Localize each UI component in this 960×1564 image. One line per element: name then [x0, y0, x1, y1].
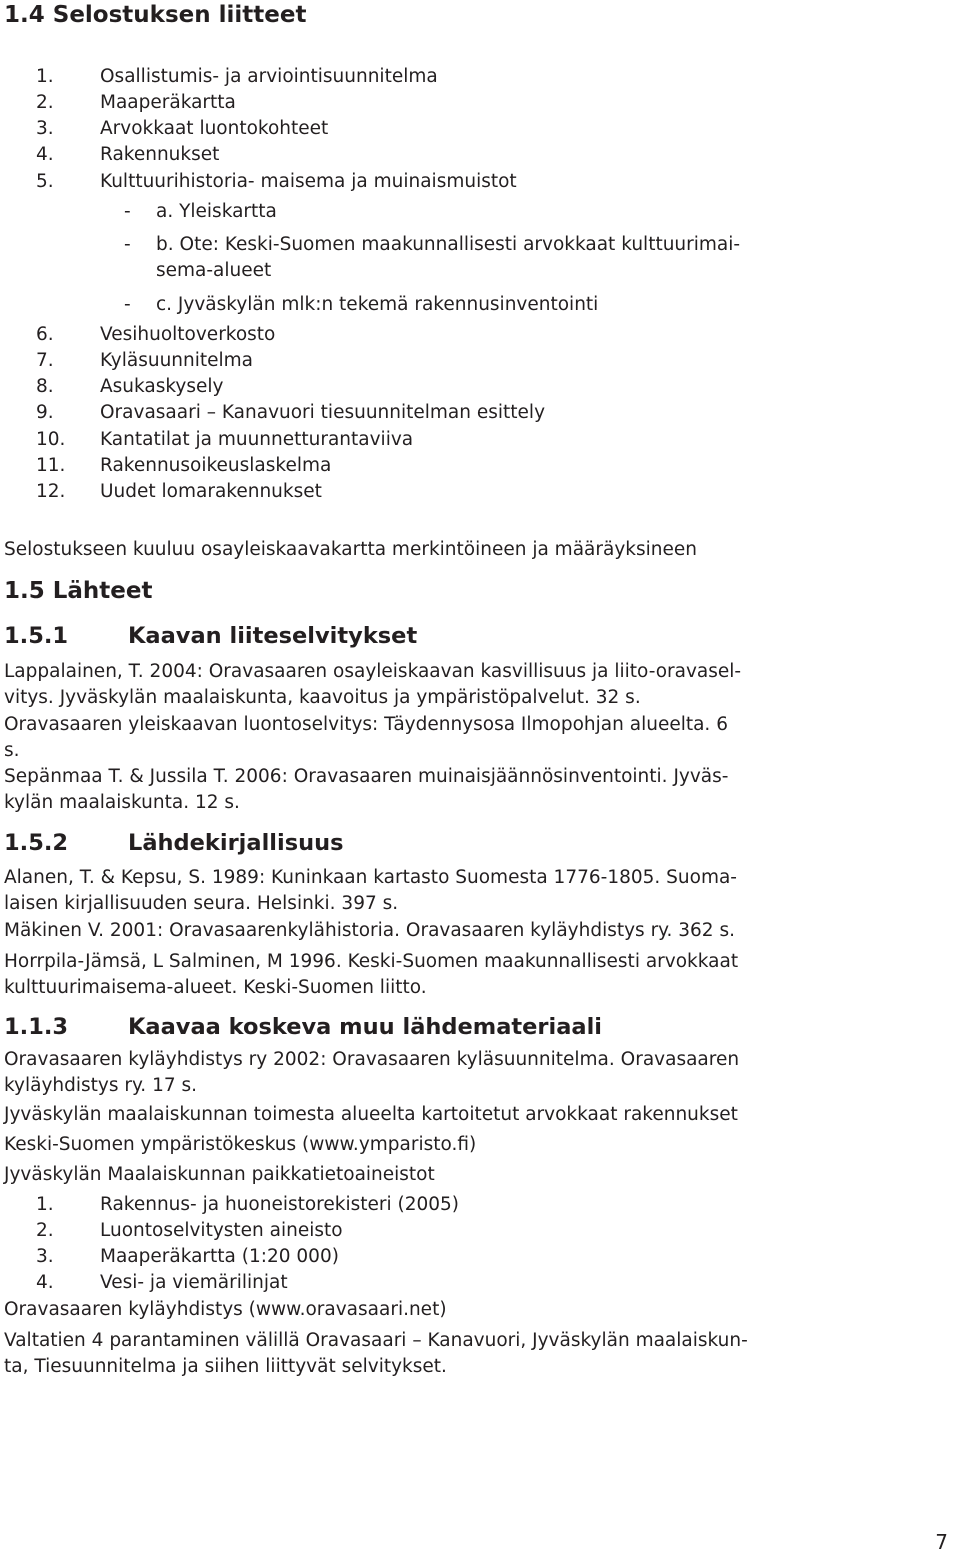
- reference-entry: Horrpila-Jämsä, L Salminen, M 1996. Keski-Suomen maakunnallisesti arvokkaat kulttuurimaisema-alueet. Keski-Suomen liitto.: [4, 951, 739, 998]
- heading-number: 1.5.1: [4, 623, 69, 649]
- list-number: 2.: [36, 92, 54, 113]
- sub-list-text: sema-alueet: [156, 260, 272, 281]
- reference-entry: Jyväskylän maalaiskunnan toimesta alueelta kartoitetut arvokkaat rakennukset: [4, 1104, 738, 1125]
- list-text: Vesihuoltoverkosto: [100, 324, 276, 345]
- page-number: 7: [935, 1530, 948, 1554]
- subsection-heading-1-5-1: [4, 621, 417, 651]
- reference-entry: Valtatien 4 parantaminen välillä Oravasaari – Kanavuori, Jyväskylän maalaiskun- ta, Tiesuunnitelma ja siihen liittyvät selvitykset.: [4, 1330, 748, 1377]
- list-text: Luontoselvitysten aineisto: [100, 1220, 343, 1241]
- list-text: Osallistumis- ja arviointisuunnitelma: [100, 66, 438, 87]
- list-number: 1.: [36, 66, 54, 87]
- reference-entry: Alanen, T. & Kepsu, S. 1989: Kuninkaan kartasto Suomesta 1776-1805. Suoma- laisen kirjallisuuden seura. Helsinki. 397 s.: [4, 867, 737, 914]
- reference-entry: Keski-Suomen ympäristökeskus (www.ymparisto.fi): [4, 1134, 477, 1155]
- dash-bullet: -: [124, 234, 131, 255]
- reference-entry: Oravasaaren yleiskaavan luontoselvitys: Täydennysosa Ilmopohjan alueelta. 6 s.: [4, 714, 728, 761]
- list-text: Maaperäkartta: [100, 92, 236, 113]
- list-text: Rakennukset: [100, 144, 220, 165]
- list-number: 11.: [36, 455, 66, 476]
- list-number: 10.: [36, 429, 66, 450]
- subsection-heading-1-5-2: [4, 828, 344, 858]
- list-number: 4.: [36, 1272, 54, 1293]
- heading-number: 1.1.3: [4, 1014, 69, 1040]
- list-number: 8.: [36, 376, 54, 397]
- list-text: Kantatilat ja muunnetturantaviiva: [100, 429, 414, 450]
- list-number: 12.: [36, 481, 66, 502]
- reference-entry: Jyväskylän Maalaiskunnan paikkatietoaineistot: [4, 1164, 435, 1185]
- sub-list-text: b. Ote: Keski-Suomen maakunnallisesti arvokkaat kulttuurimai-: [156, 234, 741, 255]
- sub-list-text: c. Jyväskylän mlk:n tekemä rakennusinventointi: [156, 294, 599, 315]
- heading-title: Lähdekirjallisuus: [128, 830, 344, 856]
- reference-entry: Oravasaaren kyläyhdistys ry 2002: Oravasaaren kyläsuunnitelma. Oravasaaren kyläyhdistys ry. 17 s.: [4, 1049, 740, 1096]
- section-heading-lahteet: 1.5 Lähteet: [4, 578, 153, 604]
- list-text: Kyläsuunnitelma: [100, 350, 254, 371]
- list-number: 3.: [36, 1246, 54, 1267]
- list-number: 4.: [36, 144, 54, 165]
- list-text: Maaperäkartta (1:20 000): [100, 1246, 339, 1267]
- list-text: Rakennusoikeuslaskelma: [100, 455, 332, 476]
- reference-entry: Oravasaaren kyläyhdistys (www.oravasaari.net): [4, 1299, 447, 1320]
- subsection-heading-1-1-3: [4, 1012, 602, 1042]
- list-text: Kulttuurihistoria- maisema ja muinaismuistot: [100, 171, 517, 192]
- dash-bullet: -: [124, 201, 131, 222]
- reference-entry: Mäkinen V. 2001: Oravasaarenkylähistoria. Oravasaaren kyläyhdistys ry. 362 s.: [4, 920, 735, 941]
- list-text: Asukaskysely: [100, 376, 224, 397]
- list-text: Rakennus- ja huoneistorekisteri (2005): [100, 1194, 460, 1215]
- reference-entry: Sepänmaa T. & Jussila T. 2006: Oravasaaren muinaisjäännösinventointi. Jyväs- kylän maalaiskunta. 12 s.: [4, 766, 729, 813]
- list-number: 7.: [36, 350, 54, 371]
- list-number: 9.: [36, 402, 54, 423]
- list-text: Uudet lomarakennukset: [100, 481, 322, 502]
- list-text: Arvokkaat luontokohteet: [100, 118, 329, 139]
- list-number: 6.: [36, 324, 54, 345]
- list-number: 1.: [36, 1194, 54, 1215]
- list-text: Oravasaari – Kanavuori tiesuunnitelman esittely: [100, 402, 546, 423]
- section-heading-liitteet: 1.4 Selostuksen liitteet: [4, 2, 307, 28]
- heading-number: 1.5.2: [4, 830, 69, 856]
- heading-title: Kaavaa koskeva muu lähdemateriaali: [128, 1014, 603, 1040]
- heading-title: Kaavan liiteselvitykset: [128, 623, 418, 649]
- list-text: Vesi- ja viemärilinjat: [100, 1272, 288, 1293]
- list-number: 3.: [36, 118, 54, 139]
- dash-bullet: -: [124, 294, 131, 315]
- attachment-note: Selostukseen kuuluu osayleiskaavakartta merkintöineen ja määräyksineen: [4, 539, 697, 560]
- list-number: 2.: [36, 1220, 54, 1241]
- list-number: 5.: [36, 171, 54, 192]
- reference-entry: Lappalainen, T. 2004: Oravasaaren osayleiskaavan kasvillisuus ja liito-oravasel- vitys. Jyväskylän maalaiskunta, kaavoitus ja ympäristöpalvelut. 32 s.: [4, 661, 742, 708]
- sub-list-text: a. Yleiskartta: [156, 201, 277, 222]
